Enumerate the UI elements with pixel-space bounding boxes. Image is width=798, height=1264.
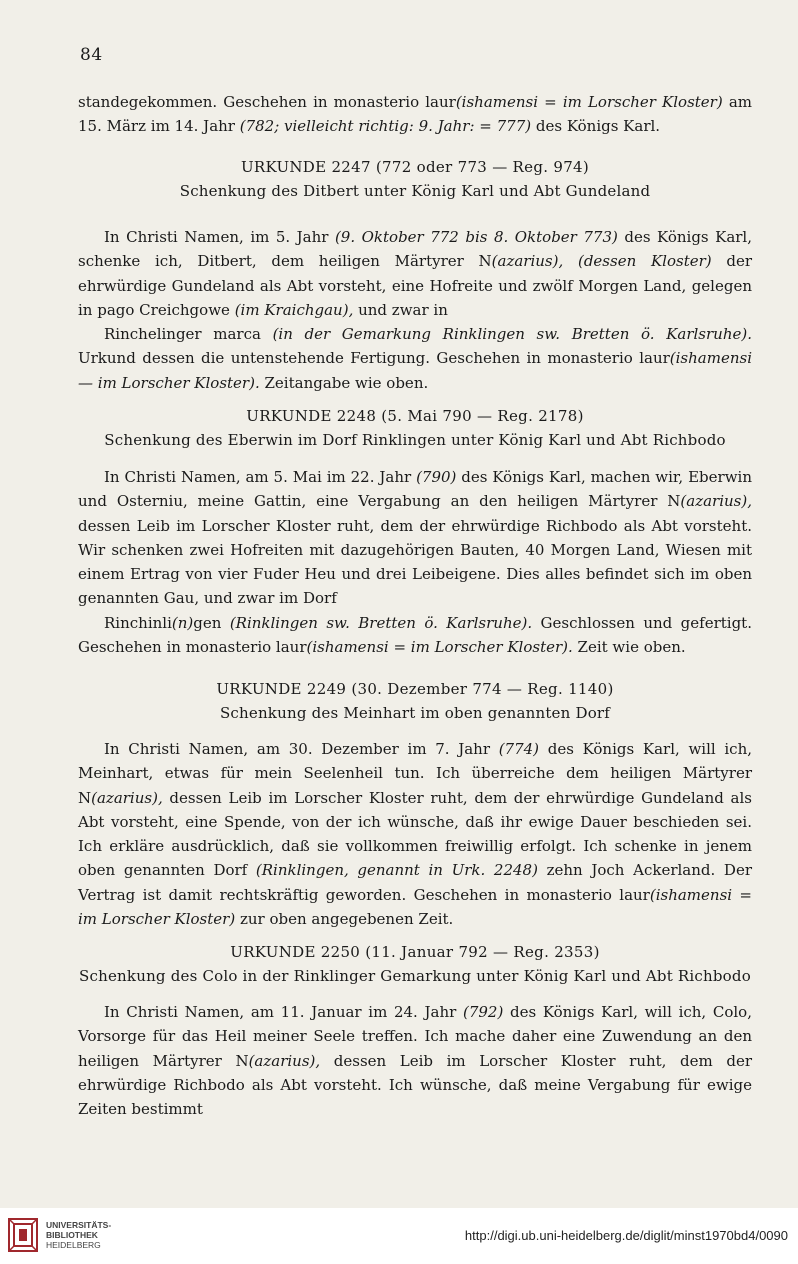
body-text: dessen Leib im Lorscher Kloster ruht, dem der ehrwürdige Richbodo als Abt vorsteht. Ich wünsche, daß meine Vergabung für ewige Zeiten bestimmt — [78, 1051, 752, 1119]
body-italic: (azarius), (dessen Kloster) — [491, 252, 712, 271]
intro-text: standegekommen. Geschehen in monasterio laur — [78, 93, 456, 111]
body-italic: (ishamensi — im Lorscher Kloster). — [78, 349, 752, 392]
body-text: Rinchinli — [104, 613, 172, 632]
body-italic: (Rinklingen sw. Bretten ö. Karlsruhe). — [229, 613, 533, 632]
body-italic: (ishamensi = im Lorscher Kloster). — [306, 638, 573, 657]
logo-line: UNIVERSITÄTS- — [46, 1220, 112, 1230]
body-italic: (azarius), — [248, 1051, 321, 1070]
university-library-logo-icon — [6, 1216, 40, 1254]
section-heading-2250 — [60, 940, 770, 988]
section-body-2249 — [78, 737, 752, 931]
body-text: Zeit wie oben. — [572, 638, 686, 657]
logo-text — [46, 1220, 111, 1250]
intro-paragraph — [78, 90, 752, 139]
body-text: Geschlossen und gefertigt. Geschehen in monasterio laur — [78, 613, 752, 657]
intro-text-end: am — [722, 93, 753, 111]
body-text: In Christi Namen, im 5. Jahr — [104, 228, 335, 246]
body-italic: (azarius), — [91, 788, 163, 807]
intro-text-2: 15. März im 14. Jahr — [78, 117, 240, 136]
body-text: Zeitangabe wie oben. — [259, 373, 429, 392]
section-body-2247 — [78, 225, 752, 395]
body-text: In Christi Namen, am 11. Januar im 24. Jahr — [104, 1003, 463, 1021]
page-number: 84 — [80, 45, 103, 65]
body-text: des Königs Karl, schenke ich, Ditbert, dem heiligen Märtyrer N — [78, 228, 753, 271]
body-text: und zwar in — [353, 300, 448, 319]
permalink-url[interactable]: http://digi.ub.uni-heidelberg.de/diglit/minst1970bd4/0090 — [464, 1228, 788, 1243]
body-italic: (in der Gemarkung Rinklingen sw. Bretten ö. Karlsruhe). — [272, 325, 752, 344]
body-text: In Christi Namen, am 30. Dezember im 7. Jahr — [104, 740, 499, 758]
intro-text-2-end: des Königs Karl. — [531, 117, 661, 136]
body-text: dessen Leib im Lorscher Kloster ruht, dem der ehrwürdige Richbodo als Abt vorsteht. Wir schenken zwei Hofreiten mit dazugehörigen Bauten, 40 Morgen Land, Wiesen mit einem Ertrag von vier Fuder Heu und drei Leibeigene. Dies alles befindet sich im oben genannten Gau, und zwar im Dorf — [78, 516, 752, 608]
body-text: zehn Joch Ackerland. Der Vertrag ist damit rechtskräftig geworden. Geschehen in monasterio laur — [78, 861, 752, 904]
section-heading-2247 — [60, 155, 770, 203]
body-italic: (n) — [171, 613, 194, 632]
body-italic: (ishamensi = im Lorscher Kloster) — [78, 885, 752, 929]
section-subtitle: Schenkung des Ditbert unter König Karl und Abt Gundeland — [179, 182, 651, 200]
body-italic: (792) — [462, 1003, 504, 1021]
body-italic: (790) — [416, 468, 457, 486]
section-subtitle: Schenkung des Eberwin im Dorf Rinklingen unter König Karl und Abt Richbodo — [104, 431, 726, 449]
body-italic: (azarius), — [680, 492, 752, 511]
footer-bar — [0, 1208, 798, 1264]
section-subtitle: Schenkung des Meinhart im oben genannten Dorf — [219, 704, 611, 722]
body-italic: (Rinklingen, genannt in Urk. 2248) — [255, 861, 538, 880]
section-heading-2248 — [60, 404, 770, 452]
section-title: URKUNDE 2250 (11. Januar 792 — Reg. 2353) — [230, 943, 600, 961]
logo-line: HEIDELBERG — [46, 1240, 101, 1250]
body-text: des Königs Karl, machen wir, Eberwin und Osterniu, meine Gattin, eine Vergabung an den heiligen Märtyrer N — [78, 468, 752, 511]
intro-italic: (ishamensi = im Lorscher Kloster) — [455, 93, 723, 111]
body-italic: (774) — [498, 740, 540, 758]
body-italic: (im Kraichgau), — [234, 300, 354, 319]
body-text: der ehrwürdige Gundeland als Abt vorsteht, eine Hofreite und zwölf Morgen Land, gelegen in pago Creichgowe — [78, 252, 753, 319]
body-text: dessen Leib im Lorscher Kloster ruht, dem der ehrwürdige Gundeland als Abt vorsteht, eine Spende, von der ich wünsche, daß ihr ewige Dauer beschieden sei. Ich erkläre ausdrücklich, daß sie vollkommen freiwillig erfolgt. Ich schenke in jenem oben genannten Dorf — [78, 788, 752, 880]
body-text: Urkund dessen die untenstehende Fertigung. Geschehen in monasterio laur — [78, 349, 670, 368]
section-subtitle: Schenkung des Colo in der Rinklinger Gemarkung unter König Karl und Abt Richbodo — [79, 967, 751, 985]
body-text: des Königs Karl, will ich, Meinhart, etwas für mein Seelenheil tun. Ich überreiche dem heiligen Märtyrer N — [78, 740, 752, 807]
body-text: gen — [193, 613, 230, 632]
body-text: zur oben angegebenen Zeit. — [235, 910, 454, 929]
body-text: Rinchelinger marca — [104, 325, 273, 344]
body-text: des Königs Karl, will ich, Colo, Vorsorge für das Heil meiner Seele treffen. Ich mache daher eine Zuwendung an den heiligen Märtyrer N — [78, 1003, 752, 1070]
body-italic: (9. Oktober 772 bis 8. Oktober 773) — [334, 228, 618, 246]
intro-italic-2: (782; vielleicht richtig: 9. Jahr: = 777) — [239, 117, 532, 136]
section-heading-2249 — [60, 677, 770, 725]
section-body-2248 — [78, 465, 752, 659]
logo-line: BIBLIOTHEK — [46, 1230, 98, 1240]
section-title: URKUNDE 2247 (772 oder 773 — Reg. 974) — [240, 158, 590, 176]
body-text: In Christi Namen, am 5. Mai im 22. Jahr — [104, 468, 417, 486]
section-title: URKUNDE 2249 (30. Dezember 774 — Reg. 1140) — [216, 680, 614, 698]
section-body-2250 — [78, 1000, 752, 1121]
section-title: URKUNDE 2248 (5. Mai 790 — Reg. 2178) — [246, 407, 584, 425]
